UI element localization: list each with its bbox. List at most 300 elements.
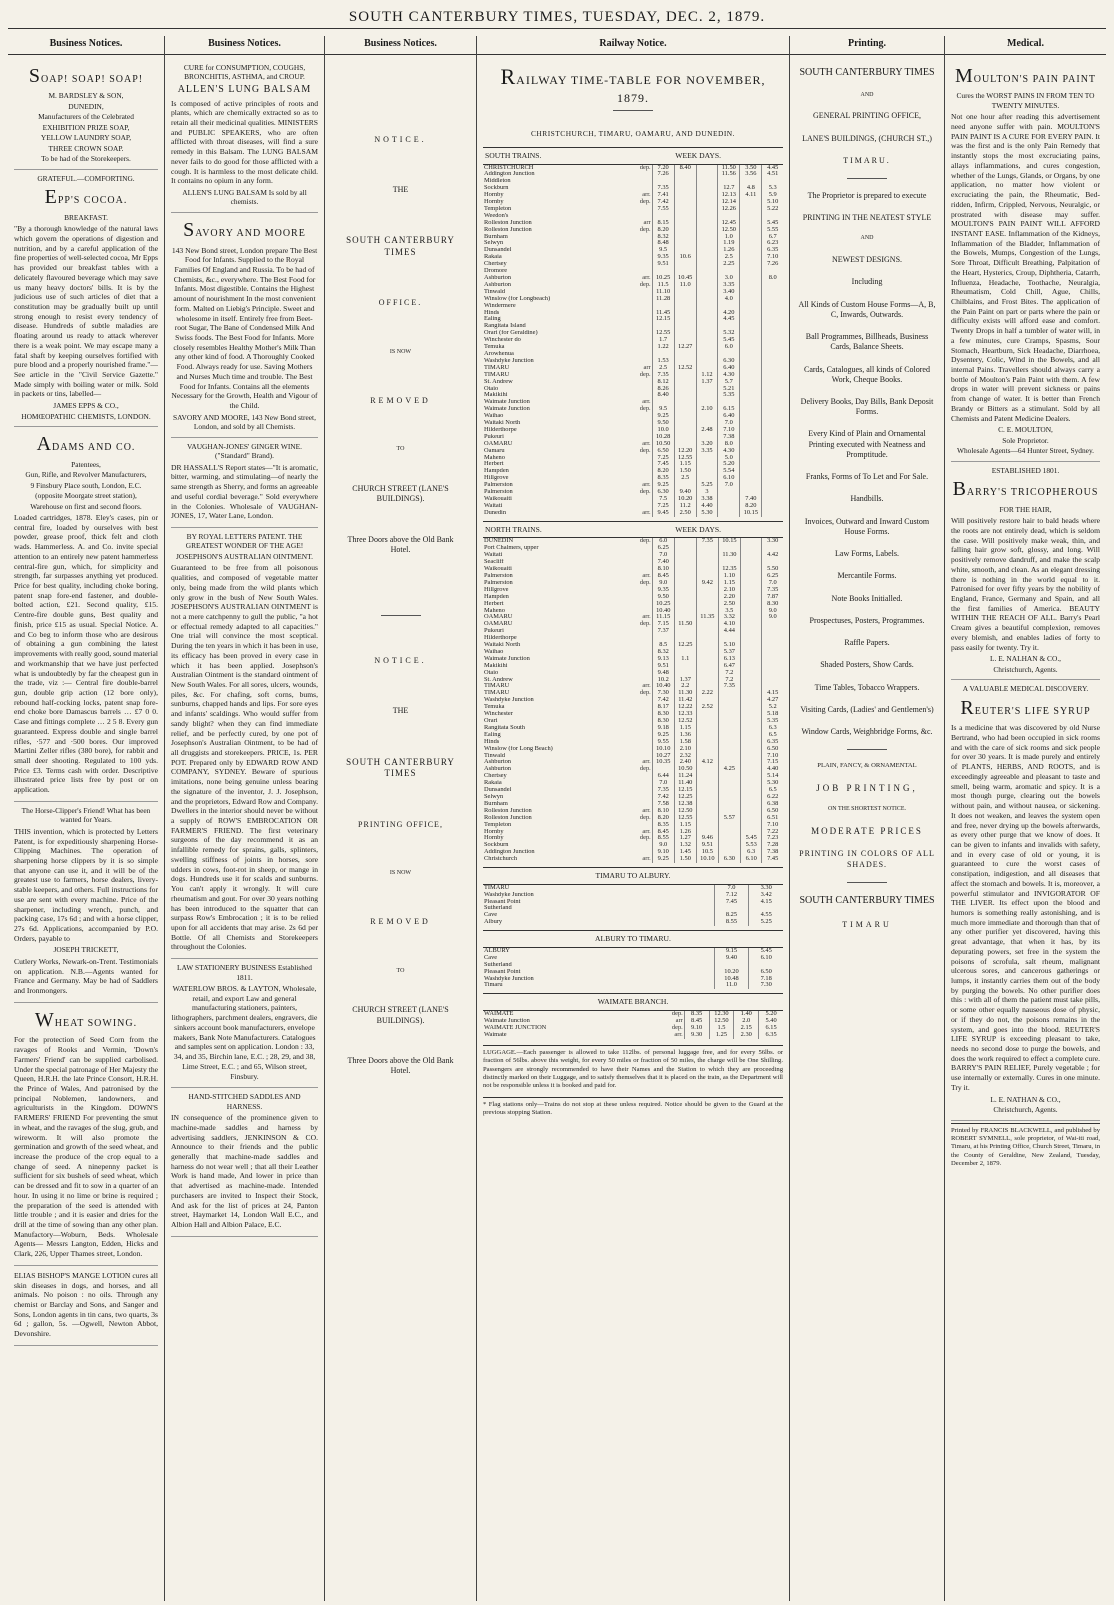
train-time xyxy=(718,489,740,496)
and-label: AND xyxy=(860,235,874,242)
train-time xyxy=(740,427,762,434)
train-time xyxy=(696,296,718,303)
direction xyxy=(621,670,652,677)
train-time: 6.15 xyxy=(759,1025,783,1032)
ad-title: SAVORY AND MOORE xyxy=(183,218,306,241)
station-name: Dunedin xyxy=(484,509,507,516)
train-time xyxy=(740,822,762,829)
train-time xyxy=(696,171,718,178)
direction xyxy=(621,344,652,351)
train-time xyxy=(762,489,783,496)
train-time: 8.10 xyxy=(652,566,674,573)
train-time: 7.23 xyxy=(762,835,783,842)
train-time xyxy=(740,538,762,545)
train-time: 1.1 xyxy=(674,656,696,663)
train-time: 8.32 xyxy=(652,649,674,656)
train-time xyxy=(674,573,696,580)
station-name: Palmerston xyxy=(484,572,513,579)
train-time: 4.51 xyxy=(762,171,783,178)
train-time xyxy=(762,351,783,358)
ad-body: IN consequence of the prominence given to machine-made saddles and harness by advertising saddlers, JENKINSON & CO. Announce to their friends and the public generally that machine-made saddles and harness do not wear well ; that all their Leather Work is hand made, And lower in price than that advertised as machine-made. Intended purchasers are invited to Inspect their Stock, And ask for the list of prices at 24, Panton street, Haymarket 14, London Wall E.C., and Albion Hall and Albion Palace, E.C. xyxy=(171,1113,318,1230)
column-medical xyxy=(945,36,1106,1601)
station-name: Pleasant Point xyxy=(484,898,521,905)
train-time: 12.25 xyxy=(674,642,696,649)
ad-head: GRATEFUL.—COMFORTING. xyxy=(37,173,135,183)
train-time xyxy=(674,663,696,670)
foot-paper-title: SOUTH CANTERBURY TIMES xyxy=(799,894,935,906)
train-time: 5.18 xyxy=(762,711,783,718)
station-name: St. Andrew xyxy=(484,378,513,385)
station-name: Herbert xyxy=(484,600,504,607)
timetable-row xyxy=(483,919,783,926)
timetable-subtitle: CHRISTCHURCH, TIMARU, OAMARU, AND DUNEDIN. xyxy=(531,129,735,139)
train-time: 3.40 xyxy=(718,289,740,296)
train-time: 7.42 xyxy=(652,199,674,206)
train-time xyxy=(674,386,696,393)
train-time xyxy=(740,406,762,413)
train-time: 3.38 xyxy=(696,496,718,503)
direction: arr. xyxy=(642,855,651,863)
train-time: 6.3 xyxy=(762,725,783,732)
station-name: Tinwald xyxy=(484,288,506,295)
south-trains-header xyxy=(483,147,783,165)
timetable-row xyxy=(483,441,783,448)
ad-title: EPP'S COCOA. xyxy=(44,186,128,209)
train-time: 8.0 xyxy=(718,441,740,448)
train-time: 5.35 xyxy=(718,392,740,399)
ad-savory xyxy=(171,213,318,438)
train-time: 5.45 xyxy=(762,220,783,227)
train-time xyxy=(696,746,718,753)
train-time: 7.2 xyxy=(718,677,740,684)
train-time: 7.30 xyxy=(749,982,783,989)
train-time xyxy=(762,621,783,628)
station-name: Washdyke Junction xyxy=(484,975,534,982)
train-time xyxy=(740,690,762,697)
train-time xyxy=(718,801,740,808)
print-items xyxy=(796,300,938,738)
train-time xyxy=(740,379,762,386)
train-time xyxy=(696,787,718,794)
train-time: 7.26 xyxy=(762,261,783,268)
train-time: 12.52 xyxy=(674,365,696,372)
train-time xyxy=(740,725,762,732)
train-time: 5.7 xyxy=(718,379,740,386)
ad-sub: Cures the WORST PAINS IN FROM TEN TO TWENTY MINUTES. xyxy=(956,91,1095,110)
direction: arr. xyxy=(642,806,651,814)
train-time xyxy=(762,475,783,482)
station-name: Rakaia xyxy=(484,254,502,261)
train-time xyxy=(762,337,783,344)
train-time xyxy=(696,594,718,601)
direction xyxy=(621,552,652,559)
train-time xyxy=(674,296,696,303)
notice-street: CHURCH STREET (LANE'S BUILDINGS). xyxy=(352,1005,449,1025)
train-time: 12.15 xyxy=(674,787,696,794)
ad-place: Christchurch, Agents. xyxy=(993,1105,1058,1115)
train-time: 1.27 xyxy=(674,835,696,842)
timetable-row xyxy=(483,815,783,822)
train-time xyxy=(740,808,762,815)
train-time: 1.36 xyxy=(674,732,696,739)
train-time: 1.15 xyxy=(674,461,696,468)
print-item: Time Tables, Tobacco Wrappers. xyxy=(814,682,920,692)
station-name: Chertsey xyxy=(484,773,507,780)
timetable-row xyxy=(483,955,783,962)
timetable-row xyxy=(483,192,783,199)
train-time: 1.53 xyxy=(652,358,674,365)
train-time xyxy=(674,185,696,192)
train-time: 2.10 xyxy=(674,746,696,753)
train-time: 2.5 xyxy=(718,254,740,261)
ad-law xyxy=(171,959,318,1088)
section-label: SOUTH TRAINS. xyxy=(485,150,542,160)
train-time xyxy=(674,178,696,185)
train-time xyxy=(762,399,783,406)
train-time xyxy=(674,234,696,241)
train-time: 5.9 xyxy=(762,192,783,199)
train-time xyxy=(718,822,740,829)
ad-head: BY ROYAL LETTERS PATENT. THE GREATEST WONDER OF THE AGE! xyxy=(185,531,304,551)
train-time: 7.40 xyxy=(652,559,674,566)
train-time xyxy=(696,628,718,635)
train-time xyxy=(674,220,696,227)
timetable-title: RAILWAY TIME-TABLE FOR NOVEMBER, 1879. xyxy=(500,63,766,105)
station-name: Hillgrove xyxy=(484,475,509,482)
train-time xyxy=(740,766,762,773)
ad-title: ADAMS AND CO. xyxy=(36,433,136,456)
train-time xyxy=(696,468,718,475)
train-time: 1.26 xyxy=(674,829,696,836)
station-name: Waitaki North xyxy=(484,420,521,427)
train-time: 12.13 xyxy=(718,192,740,199)
train-time xyxy=(740,670,762,677)
train-time xyxy=(696,165,718,172)
direction: arr xyxy=(675,1016,683,1024)
direction xyxy=(621,732,652,739)
train-time: 12.52 xyxy=(674,718,696,725)
train-time: 1.10 xyxy=(718,573,740,580)
train-time xyxy=(740,289,762,296)
train-time: 6.0 xyxy=(718,344,740,351)
timetable-row xyxy=(483,663,783,670)
train-time: 12.27 xyxy=(674,344,696,351)
train-time: 7.45 xyxy=(762,856,783,863)
print-item: Mercantile Forms. xyxy=(837,571,897,581)
train-time xyxy=(762,677,783,684)
timetable-row xyxy=(483,849,783,856)
train-time: 4.15 xyxy=(762,690,783,697)
timetable-row xyxy=(483,261,783,268)
timetable-row xyxy=(483,1032,783,1039)
train-time xyxy=(740,213,762,220)
train-time: 5.22 xyxy=(762,206,783,213)
train-time: 8.40 xyxy=(674,165,696,172)
train-time xyxy=(696,808,718,815)
direction: dep. xyxy=(639,620,651,628)
train-time xyxy=(762,448,783,455)
train-time xyxy=(762,379,783,386)
direction: arr. xyxy=(642,571,651,579)
train-time: 12.26 xyxy=(718,206,740,213)
timetable-row xyxy=(483,351,783,358)
train-time: 8.17 xyxy=(652,704,674,711)
train-time: 9.46 xyxy=(696,835,718,842)
train-time: 7.18 xyxy=(749,976,783,983)
train-time xyxy=(696,635,718,642)
train-time: 2.32 xyxy=(674,753,696,760)
timetable-row xyxy=(483,773,783,780)
direction xyxy=(621,247,652,254)
ad-body: Guaranteed to be free from all poisonous qualities, and composed of vegetable matter only, being made from the wild plants which only grow in the bush of New South Wales. JOSEPHSON'S AUSTRALIAN OINTMENT is not a mere catchpenny to gull the public, "a hot or effectual remedy adapted to all capacities." One trial will convince the most sceptical. During the ten years in which it has been in use, its efficacy has been proved in every case in which it has been applied. Josephson's Australian Ointment is the standard ointment of New South Wales. For all sores, ulcers, wounds, piles, &c. For chafing, soft corns, bums, sunburns, chapped hands and lips. For sore eyes and infants' scaldings. Who would suffer from sandy blight? when they can find immediate relief, and be perfectly cured, by one pot of Josephson's Australian Ointment, to be had of all druggists and storekeepers. PRICE, 1s. PER POT. Prepared only by EDWARD ROW AND COMPANY, SYDNEY. Beware of spurious imitations, none being genuine unless bearing the signature of the inventor, J. J. Josephson, and the proprietors, Edward Row and Company. Dwellers in the interior should never be without a supply of ROW'S EMBROCATION OR FARMER'S FRIEND. The first veterinary surgeons of the day recommend it as an infallible remedy for sprains, galls, splinters, swelling stiffness of joints in horses, sore udders in cows, foot-rot in sheep, or mange in dogs. Hundreds use it for scalds and sunburns. You can't apply it wrongly. It will cure rheumatism and gout. For over 30 years nothing has been introduced to the squatter that can surpass Row's Embrocation ; it is to be relied upon for all accidents that may arise. 2s 6d per Bottle. Of all Chemists and Storekeepers throughout the Colonies. xyxy=(171,563,318,952)
timetable-row xyxy=(483,670,783,677)
train-time: 9.40 xyxy=(674,489,696,496)
direction xyxy=(621,773,652,780)
divider xyxy=(613,110,653,111)
train-time: 7.10 xyxy=(762,753,783,760)
train-time xyxy=(740,780,762,787)
train-time: 2.10 xyxy=(696,406,718,413)
train-time: 6.50 xyxy=(749,969,783,976)
train-time xyxy=(762,482,783,489)
ad-foot: SAVORY AND MOORE, 143 New Bond street, London, and sold by all Chemists. xyxy=(173,412,316,432)
direction xyxy=(621,725,652,732)
station-name: Rangitata South xyxy=(484,724,526,731)
train-time: 8.30 xyxy=(762,601,783,608)
albury-header xyxy=(483,867,783,885)
station-name: Tinwald xyxy=(484,752,506,759)
ad-line: Warehouse on first and second floors. xyxy=(30,501,142,511)
station-name: Hinds xyxy=(484,309,500,316)
train-time: 6.47 xyxy=(718,663,740,670)
section-label: WAIMATE BRANCH. xyxy=(597,997,669,1007)
timetable-row xyxy=(483,420,783,427)
flag-note: * Flag stations only—Trains do not stop at these unless required. Notice should be given to the Guard at the previous stopping Station. xyxy=(483,1097,783,1118)
timetable-row xyxy=(483,635,783,642)
train-time: 1.15 xyxy=(718,580,740,587)
train-time xyxy=(718,510,740,517)
train-time: 10.6 xyxy=(674,254,696,261)
station-name: DUNEDIN xyxy=(484,538,514,545)
train-time xyxy=(740,399,762,406)
train-time: 9.0 xyxy=(762,614,783,621)
train-time xyxy=(762,670,783,677)
train-time xyxy=(740,683,762,690)
train-time: 9.10 xyxy=(684,1025,709,1032)
train-time xyxy=(718,780,740,787)
train-time xyxy=(674,303,696,310)
train-time: 12.25 xyxy=(674,794,696,801)
station-name: Sutherland xyxy=(484,961,512,968)
print-item: All Kinds of Custom House Forms—A, B, C, Inwards, Outwards. xyxy=(798,299,936,319)
timetable-row xyxy=(483,386,783,393)
train-time: 7.25 xyxy=(652,503,674,510)
timetable-row xyxy=(483,234,783,241)
train-time xyxy=(674,379,696,386)
south-trains-table xyxy=(483,165,783,517)
train-time xyxy=(740,635,762,642)
notice-title: NOTICE. xyxy=(374,134,427,144)
station-name: Waimate Junction xyxy=(484,399,530,406)
station-name: Windermere xyxy=(484,302,516,309)
train-time xyxy=(740,434,762,441)
train-time xyxy=(696,247,718,254)
train-time: 10.10 xyxy=(652,746,674,753)
timetable-row xyxy=(483,510,783,517)
notice-doors: Three Doors above the Old Bank Hotel. xyxy=(347,534,454,554)
direction: arr. xyxy=(642,682,651,690)
ad-body: THIS invention, which is protected by Letters Patent, is for expeditiously sharpening Horse-Clipping Machines. The operation of sharpening horse clippers by it is so simple that anyone can use it, and it will be of the greatest use to farmers, horse dealers, livery-stable keepers, and others. Full instructions for use are sent with every machine. Price of the sharpener, including wrench, punch, and packing case, 17s 6d ; and with a horse clipper, 27s 6d. Applications, accompanied by P.O. Orders, payable to xyxy=(14,826,158,943)
train-time xyxy=(718,787,740,794)
timetable-row xyxy=(483,489,783,496)
train-time xyxy=(696,663,718,670)
timetable-row xyxy=(483,766,783,773)
train-time: 6.3 xyxy=(740,849,762,856)
station-name: Hornby xyxy=(484,192,504,199)
train-time xyxy=(674,608,696,615)
direction xyxy=(621,468,652,475)
ad-elias xyxy=(14,1266,158,1346)
train-time: 2.15 xyxy=(734,1025,759,1032)
train-time: 2.50 xyxy=(718,601,740,608)
train-time: 9.48 xyxy=(652,670,674,677)
timetable-row xyxy=(483,206,783,213)
train-time: 8.20 xyxy=(652,227,674,234)
train-time: 3.5 xyxy=(718,608,740,615)
train-time: 9.25 xyxy=(652,482,674,489)
train-time: 11.50 xyxy=(718,165,740,172)
train-time xyxy=(762,496,783,503)
timetable-row xyxy=(483,628,783,635)
train-time: 1.5 xyxy=(709,1025,734,1032)
train-time: 1.58 xyxy=(674,739,696,746)
direction: dep. xyxy=(671,1010,683,1018)
station-name: Herbert xyxy=(484,461,504,468)
train-time xyxy=(740,649,762,656)
train-time: 11.40 xyxy=(674,780,696,787)
station-name: CHRISTCHURCH xyxy=(484,164,534,171)
train-time xyxy=(674,545,696,552)
train-time: 5.50 xyxy=(762,566,783,573)
notice-paper: SOUTH CANTERBURY TIMES xyxy=(346,756,455,779)
train-time: 6.44 xyxy=(652,773,674,780)
timetable-row xyxy=(483,227,783,234)
train-time: 6.5 xyxy=(762,787,783,794)
timetable-row xyxy=(483,413,783,420)
timetable-row xyxy=(483,358,783,365)
print-item: Raffle Papers. xyxy=(844,638,890,648)
timetable-row xyxy=(483,601,783,608)
train-time xyxy=(718,753,740,760)
timetable-row xyxy=(483,344,783,351)
train-time xyxy=(696,642,718,649)
station-name: Waitati xyxy=(484,502,503,509)
train-time xyxy=(696,739,718,746)
train-time: 6.35 xyxy=(759,1032,783,1039)
train-time xyxy=(762,635,783,642)
train-time: 6.51 xyxy=(762,815,783,822)
station-name: Sockburn xyxy=(484,185,509,192)
ad-sub: BREAKFAST. xyxy=(64,212,108,222)
train-time xyxy=(718,773,740,780)
timetable-row xyxy=(483,573,783,580)
train-time xyxy=(674,601,696,608)
train-time: 6.30 xyxy=(718,358,740,365)
paper-title: SOUTH CANTERBURY TIMES xyxy=(799,66,935,78)
column-heading: Business Notices. xyxy=(325,36,476,55)
train-time: 12.15 xyxy=(652,316,674,323)
train-time: 1.0 xyxy=(718,234,740,241)
train-time xyxy=(696,455,718,462)
direction: dep. xyxy=(639,405,651,413)
train-time: 9.25 xyxy=(652,856,674,863)
train-time: 12.50 xyxy=(718,227,740,234)
notice-to: TO xyxy=(396,446,405,453)
train-time: 3.50 xyxy=(740,165,762,172)
station-name: Waihao xyxy=(484,648,504,655)
ad-line: YELLOW LAUNDRY SOAP, xyxy=(40,133,132,143)
station-name: Templeton xyxy=(484,205,512,212)
station-name: Waimate Junction xyxy=(484,406,530,413)
station-name: OAMARU xyxy=(484,440,513,447)
train-time xyxy=(740,815,762,822)
train-time xyxy=(696,766,718,773)
train-time xyxy=(762,310,783,317)
timetable-row xyxy=(483,268,783,275)
station-name: Arowhenua xyxy=(484,350,514,357)
train-time: 7.58 xyxy=(652,801,674,808)
train-time: 7.45 xyxy=(714,899,749,906)
station-name: Orari xyxy=(484,718,498,724)
train-time: 8.5 xyxy=(652,642,674,649)
direction xyxy=(621,455,652,462)
train-time xyxy=(740,628,762,635)
train-time: 10.48 xyxy=(714,976,749,983)
station-name: Winslow (for Long Beach) xyxy=(484,745,553,752)
direction xyxy=(621,379,652,386)
train-time xyxy=(696,413,718,420)
direction xyxy=(621,337,652,344)
train-time: 7.38 xyxy=(762,849,783,856)
ad-place: Christchurch, Agents. xyxy=(993,664,1058,674)
train-time: 6.50 xyxy=(762,808,783,815)
train-time: 8.32 xyxy=(652,234,674,241)
direction: arr. xyxy=(642,481,651,489)
train-time xyxy=(740,316,762,323)
train-time: 9.18 xyxy=(652,725,674,732)
timetable-row xyxy=(483,759,783,766)
train-time xyxy=(740,323,762,330)
train-time: 8.55 xyxy=(652,835,674,842)
station-name: WAIMATE xyxy=(484,1011,514,1018)
train-time: 10.15 xyxy=(718,538,740,545)
train-time xyxy=(718,718,740,725)
timetable-row xyxy=(483,697,783,704)
ad-body: Loaded cartridges, 1878. Eley's cases, pin or central fire, loaded by ourselves with best powder, grease proof, thick felt and cloth wads. Hammerless. A. and Co. invite special attention to an entirely new patent hammerless central-fire gun, which, for simplicity and strength, far surpasses anything yet produced. Price for best quality, including choke boring, patent snap fore-end fastener, and double-bolted action, £21. Second quality, £15. Centre-fire double guns, Best quality and finish, price £15 as usual. Special Notice. A. and Co beg to inform those who are desirous of obtaining a gun combining the latest improvements with really good, sound material and workmanship that we have just perfected what is undoubtedly by far the cheapest gun in the trade, viz :— Central fire double-barrel gun, double grip action (12 bore only), rebound half-cocking locks, patent snap fore-end choke bore Damascus barrels … £7 0 0. Case and fittings complete … 2 5 8. Every gun guaranteed. Express double and single barrel rifles, ·577 and ·500 bores. Our improved Martini Zeller rifles (380 bore), for rabbit and small deer shooting. Regulated to 100 yds. Price £3. Terms cash with order. Descriptive illustrated price lists free by post or on application. xyxy=(14,513,158,795)
column-railway xyxy=(477,36,790,1601)
train-time xyxy=(674,434,696,441)
train-time xyxy=(696,773,718,780)
train-time xyxy=(718,711,740,718)
ad-line: (opposite Moorgate street station), xyxy=(35,491,137,501)
print-item: Franks, Forms of To Let and For Sale. xyxy=(805,472,929,482)
station-name: OAMARU xyxy=(484,621,513,628)
train-time: 10.50 xyxy=(652,441,674,448)
train-time xyxy=(696,227,718,234)
direction: arr. xyxy=(642,274,651,281)
station-name: Winslow (for Longbeach) xyxy=(484,295,551,302)
train-time: 7.10 xyxy=(762,822,783,829)
